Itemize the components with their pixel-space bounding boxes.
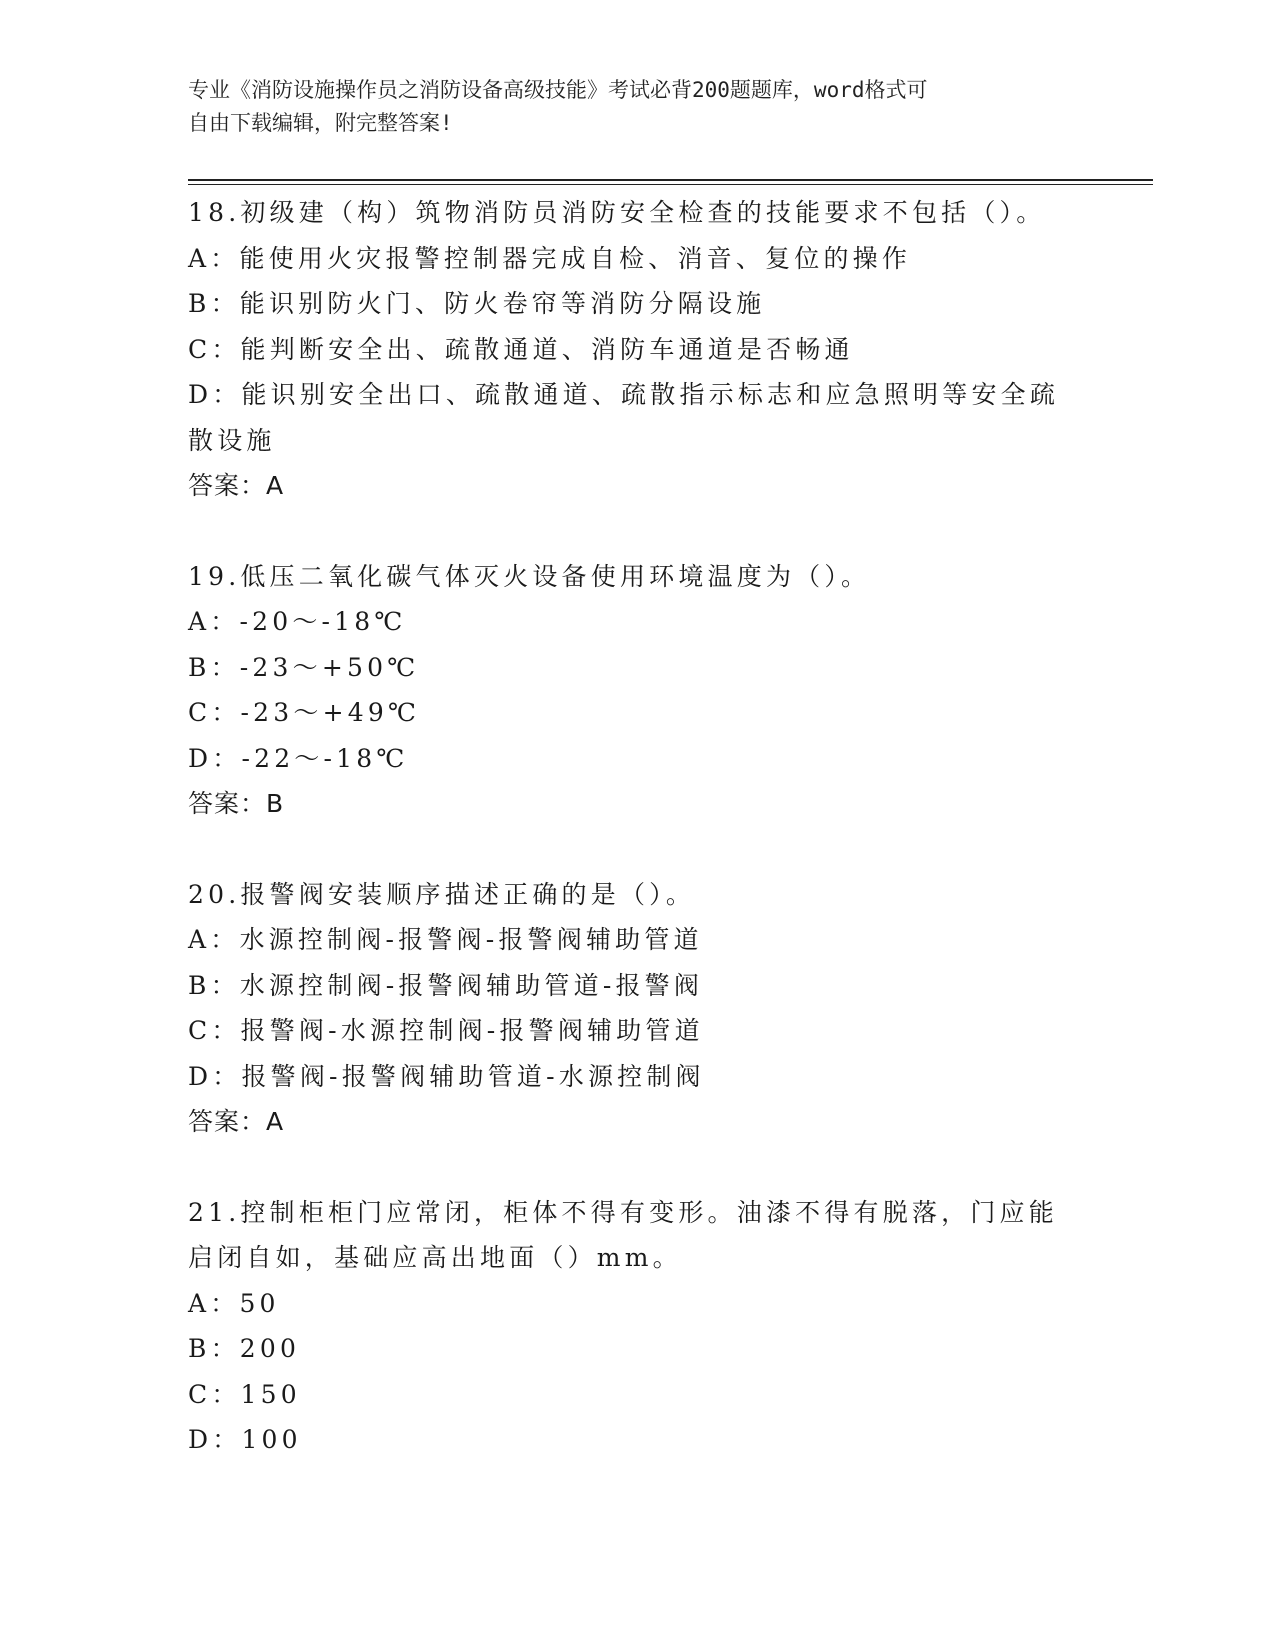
option-d: D：-22～-18℃ <box>188 743 409 773</box>
question-20 <box>188 872 1078 1145</box>
option-c: C：能判断安全出、疏散通道、消防车通道是否畅通 <box>188 334 854 364</box>
option-c: C：报警阀-水源控制阀-报警阀辅助管道 <box>188 1016 704 1045</box>
header-divider-thin <box>188 184 1153 185</box>
option-d: D：能识别安全出口、疏散通道、疏散指示标志和应急照明等安全疏散设施 <box>188 380 1060 455</box>
document-header <box>188 74 1068 140</box>
question-21 <box>188 1190 1078 1463</box>
option-a: A：-20～-18℃ <box>188 607 407 636</box>
option-d: D：报警阀-报警阀辅助管道-水源控制阀 <box>188 1061 705 1091</box>
option-d: D：100 <box>188 1425 302 1454</box>
option-a: A：水源控制阀-报警阀-报警阀辅助管道 <box>188 925 703 954</box>
question-18 <box>188 190 1078 509</box>
option-a: A：50 <box>188 1288 280 1318</box>
option-b: B：200 <box>188 1334 301 1363</box>
question-19 <box>188 554 1078 827</box>
answer-label: 答案：A <box>188 1107 285 1136</box>
question-stem: 19.低压二氧化碳气体灭火设备使用环境温度为（）。 <box>188 561 871 591</box>
header-line-1: 专业《消防设施操作员之消防设备高级技能》考试必背200题题库，word格式可 <box>188 78 928 102</box>
answer-label: 答案：A <box>188 471 285 500</box>
option-a: A：能使用火灾报警控制器完成自检、消音、复位的操作 <box>188 243 912 273</box>
answer-label: 答案：B <box>188 789 285 818</box>
option-b: B：水源控制阀-报警阀辅助管道-报警阀 <box>188 970 704 1000</box>
option-b: B：能识别防火门、防火卷帘等消防分隔设施 <box>188 289 766 318</box>
question-stem: 21.控制柜柜门应常闭，柜体不得有变形。油漆不得有脱落，门应能启闭自如，基础应高出地面（）mm。 <box>188 1197 1058 1272</box>
option-b: B：-23～+50℃ <box>188 652 420 682</box>
option-c: C：150 <box>188 1379 301 1409</box>
question-stem: 18.初级建（构）筑物消防员消防安全检查的技能要求不包括（）。 <box>188 198 1046 227</box>
header-line-2: 自由下载编辑，附完整答案! <box>188 111 453 135</box>
question-stem: 20.报警阀安装顺序描述正确的是（）。 <box>188 879 696 909</box>
option-c: C：-23～+49℃ <box>188 698 421 727</box>
question-list <box>188 190 1078 1508</box>
header-divider-thick <box>188 179 1153 181</box>
